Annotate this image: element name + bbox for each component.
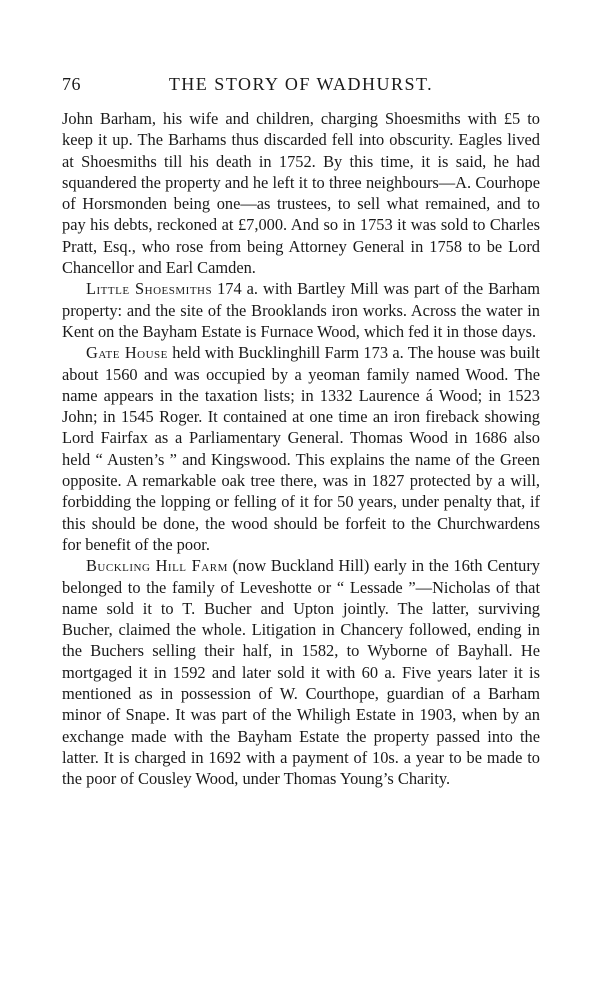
paragraph-text: John Barham, his wife and children, charging Shoesmiths with £5 to keep it up. The Barhams thus discarded fell into obscurity. Eagles lived at Shoesmiths till his death in 1752. By this time, it is said, he had squandered the property and he left it to three neighbours—A. Courhope of Horsmonden being one—as trustees, to sell what remained, and to pay his debts, reckoned at £7,000. And so in 1753 it was sold to Charles Pratt, Esq., who rose from being Attorney General in 1758 to be Lord Chancellor and Earl Camden. <box>62 109 540 278</box>
paragraph-gate-house <box>62 342 540 555</box>
paragraph-buckling-hill-farm <box>62 555 540 789</box>
paragraph-lead: Buckling Hill Farm <box>86 556 228 576</box>
paragraph-lead: Gate House <box>86 343 168 363</box>
paragraph-text: held with Bucklinghill Farm 173 a. The house was built about 1560 and was occupied by a yeoman family named Wood. The name appears in the taxation lists; in 1332 Laurence á Wood; in 1523 John; in 1545 Roger. It contained at one time an iron fireback showing Lord Fairfax as a Parliamentary General. Thomas Wood in 1686 also held “ Austen’s ” and Kingswood. This explains the name of the Green opposite. A remarkable oak tree there, was in 1827 protected by a will, forbidding the lopping or felling of it for 50 years, under penalty that, if this should be done, the wood should be forfeit to the Churchwardens for benefit of the poor. <box>62 343 540 554</box>
running-title: THE STORY OF WADHURST. <box>168 74 434 94</box>
paragraph-lead: Little Shoesmiths <box>86 279 213 299</box>
paragraph-text: (now Buckland Hill) early in the 16th Century belonged to the family of Leveshotte or “ Lessade ”—Nicholas of that name sold it to T. Bucher and Upton jointly. The latter, surviving Bucher, claimed the whole. Litigation in Chancery followed, ending in the Buchers selling their half, in 1582, to Wyborne of Bayhall. He mortgaged it in 1592 and later sold it with 60 a. Five years later it is mentioned as in possession of W. Courthope, guardian of a Barham minor of Snape. It was part of the Whiligh Estate in 1903, when by an exchange made with the Bayham Estate the property passed into the latter. It is charged in 1692 with a payment of 10s. a year to be made to the poor of Cousley Wood, under Thomas Young’s Charity. <box>62 556 541 789</box>
paragraph-little-shoesmiths <box>62 278 540 342</box>
paragraph-shoesmiths-sale <box>62 108 540 278</box>
running-head <box>62 74 540 98</box>
page-number: 76 <box>62 74 81 94</box>
body-text <box>62 108 540 790</box>
paragraph-text: 174 a. with Bartley Mill was part of the Barham property: and the site of the Brooklands iron works. Across the water in Kent on the Bayham Estate is Furnace Wood, which fed it in those days. <box>62 279 541 341</box>
